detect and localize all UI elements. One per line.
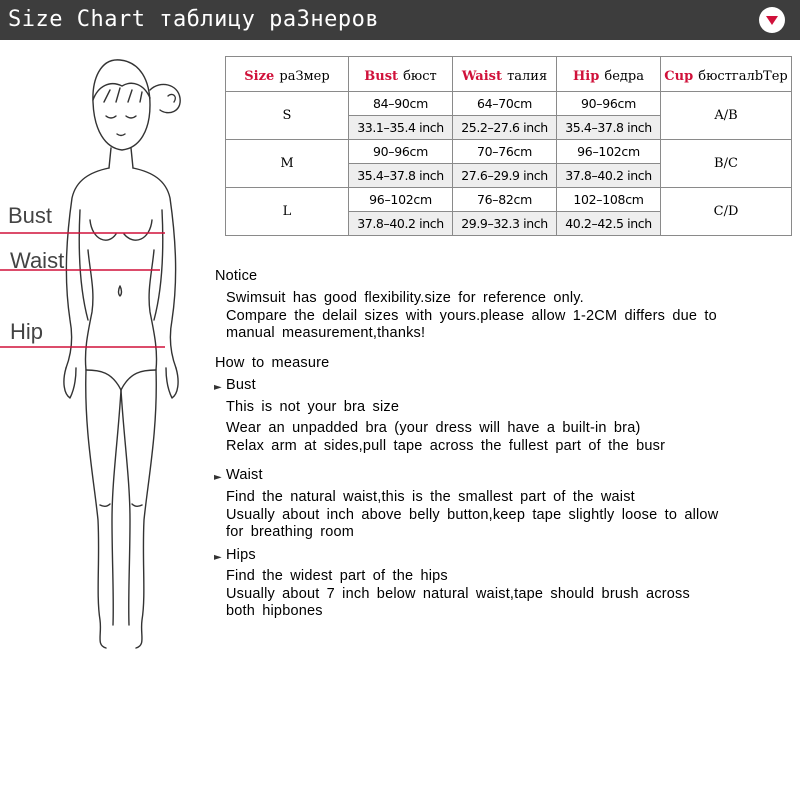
bust-instruction: This is not your bra size <box>226 399 400 415</box>
size-cell: M <box>226 140 349 188</box>
cup-cell: C/D <box>661 188 792 236</box>
cup-cell: B/C <box>661 140 792 188</box>
arrow-bullet-icon: ► <box>214 382 222 393</box>
chevron-down-icon <box>759 7 785 33</box>
waist-label: Waist <box>10 248 65 273</box>
size-table <box>225 56 792 236</box>
cup-cell: A/B <box>661 92 792 140</box>
body-figure <box>0 50 205 650</box>
waist-section-label: Waist <box>226 467 263 483</box>
hip-inch-cell: 40.2–42.5 inch <box>557 212 661 236</box>
table-header-row <box>226 57 792 92</box>
hip-cm-cell: 102–108cm <box>557 188 661 212</box>
page-title: Size Chart таблицу раЗнеров <box>8 7 380 32</box>
waist-cm-cell: 70–76cm <box>453 140 557 164</box>
bust-label: Bust <box>8 203 53 228</box>
notice-line: Swimsuit has good flexibility.size for reference only. <box>226 290 584 306</box>
hip-inch-cell: 37.8–40.2 inch <box>557 164 661 188</box>
hip-cm-cell: 90–96cm <box>557 92 661 116</box>
waist-instruction: Find the natural waist,this is the smallest part of the waist <box>226 489 635 505</box>
dropdown-button[interactable] <box>759 7 785 33</box>
header-cell-hip: Hip бедра <box>557 57 661 92</box>
waist-inch-cell: 25.2–27.6 inch <box>453 116 557 140</box>
header-cell-bust: Bust бюст <box>349 57 453 92</box>
arrow-bullet-icon: ► <box>214 552 222 563</box>
bust-section-label: Bust <box>226 377 256 393</box>
notice-line: Compare the delail sizes with yours.please allow 1-2CM differs due to <box>226 308 717 324</box>
hip-label: Hip <box>10 319 44 344</box>
hip-cm-cell: 96–102cm <box>557 140 661 164</box>
hips-instruction: Find the widest part of the hips <box>226 568 448 584</box>
bust-cm-cell: 90–96cm <box>349 140 453 164</box>
waist-inch-cell: 29.9–32.3 inch <box>453 212 557 236</box>
waist-inch-cell: 27.6–29.9 inch <box>453 164 557 188</box>
body-outline-illustration <box>0 50 205 650</box>
how-to-measure-title: How to measure <box>215 355 330 371</box>
bust-cm-cell: 96–102cm <box>349 188 453 212</box>
table-row <box>226 140 792 164</box>
table-row <box>226 188 792 212</box>
notice-line: manual measurement,thanks! <box>226 325 426 341</box>
bust-inch-cell: 33.1–35.4 inch <box>349 116 453 140</box>
header-cell-size: Size раЗмер <box>226 57 349 92</box>
bust-inch-cell: 37.8–40.2 inch <box>349 212 453 236</box>
bust-instruction: Wear an unpadded bra (your dress will have a built-in bra) <box>226 420 641 436</box>
waist-cm-cell: 76–82cm <box>453 188 557 212</box>
bust-cm-cell: 84–90cm <box>349 92 453 116</box>
size-cell: S <box>226 92 349 140</box>
table-row <box>226 92 792 116</box>
notice-title: Notice <box>215 268 258 284</box>
hips-instruction: both hipbones <box>226 603 323 619</box>
waist-instruction: Usually about inch above belly button,keep tape slightly loose to allow <box>226 507 719 523</box>
hip-inch-cell: 35.4–37.8 inch <box>557 116 661 140</box>
waist-cm-cell: 64–70cm <box>453 92 557 116</box>
header-cell-waist: Waist талия <box>453 57 557 92</box>
bust-instruction: Relax arm at sides,pull tape across the fullest part of the busr <box>226 438 666 454</box>
hips-instruction: Usually about 7 inch below natural waist,tape should brush across <box>226 586 690 602</box>
arrow-bullet-icon: ► <box>214 472 222 483</box>
bust-inch-cell: 35.4–37.8 inch <box>349 164 453 188</box>
size-cell: L <box>226 188 349 236</box>
header-cell-cup: Cup бюстгалbТер <box>661 57 792 92</box>
hips-section-label: Hips <box>226 547 256 563</box>
header-bar <box>0 0 800 40</box>
waist-instruction: for breathing room <box>226 524 355 540</box>
